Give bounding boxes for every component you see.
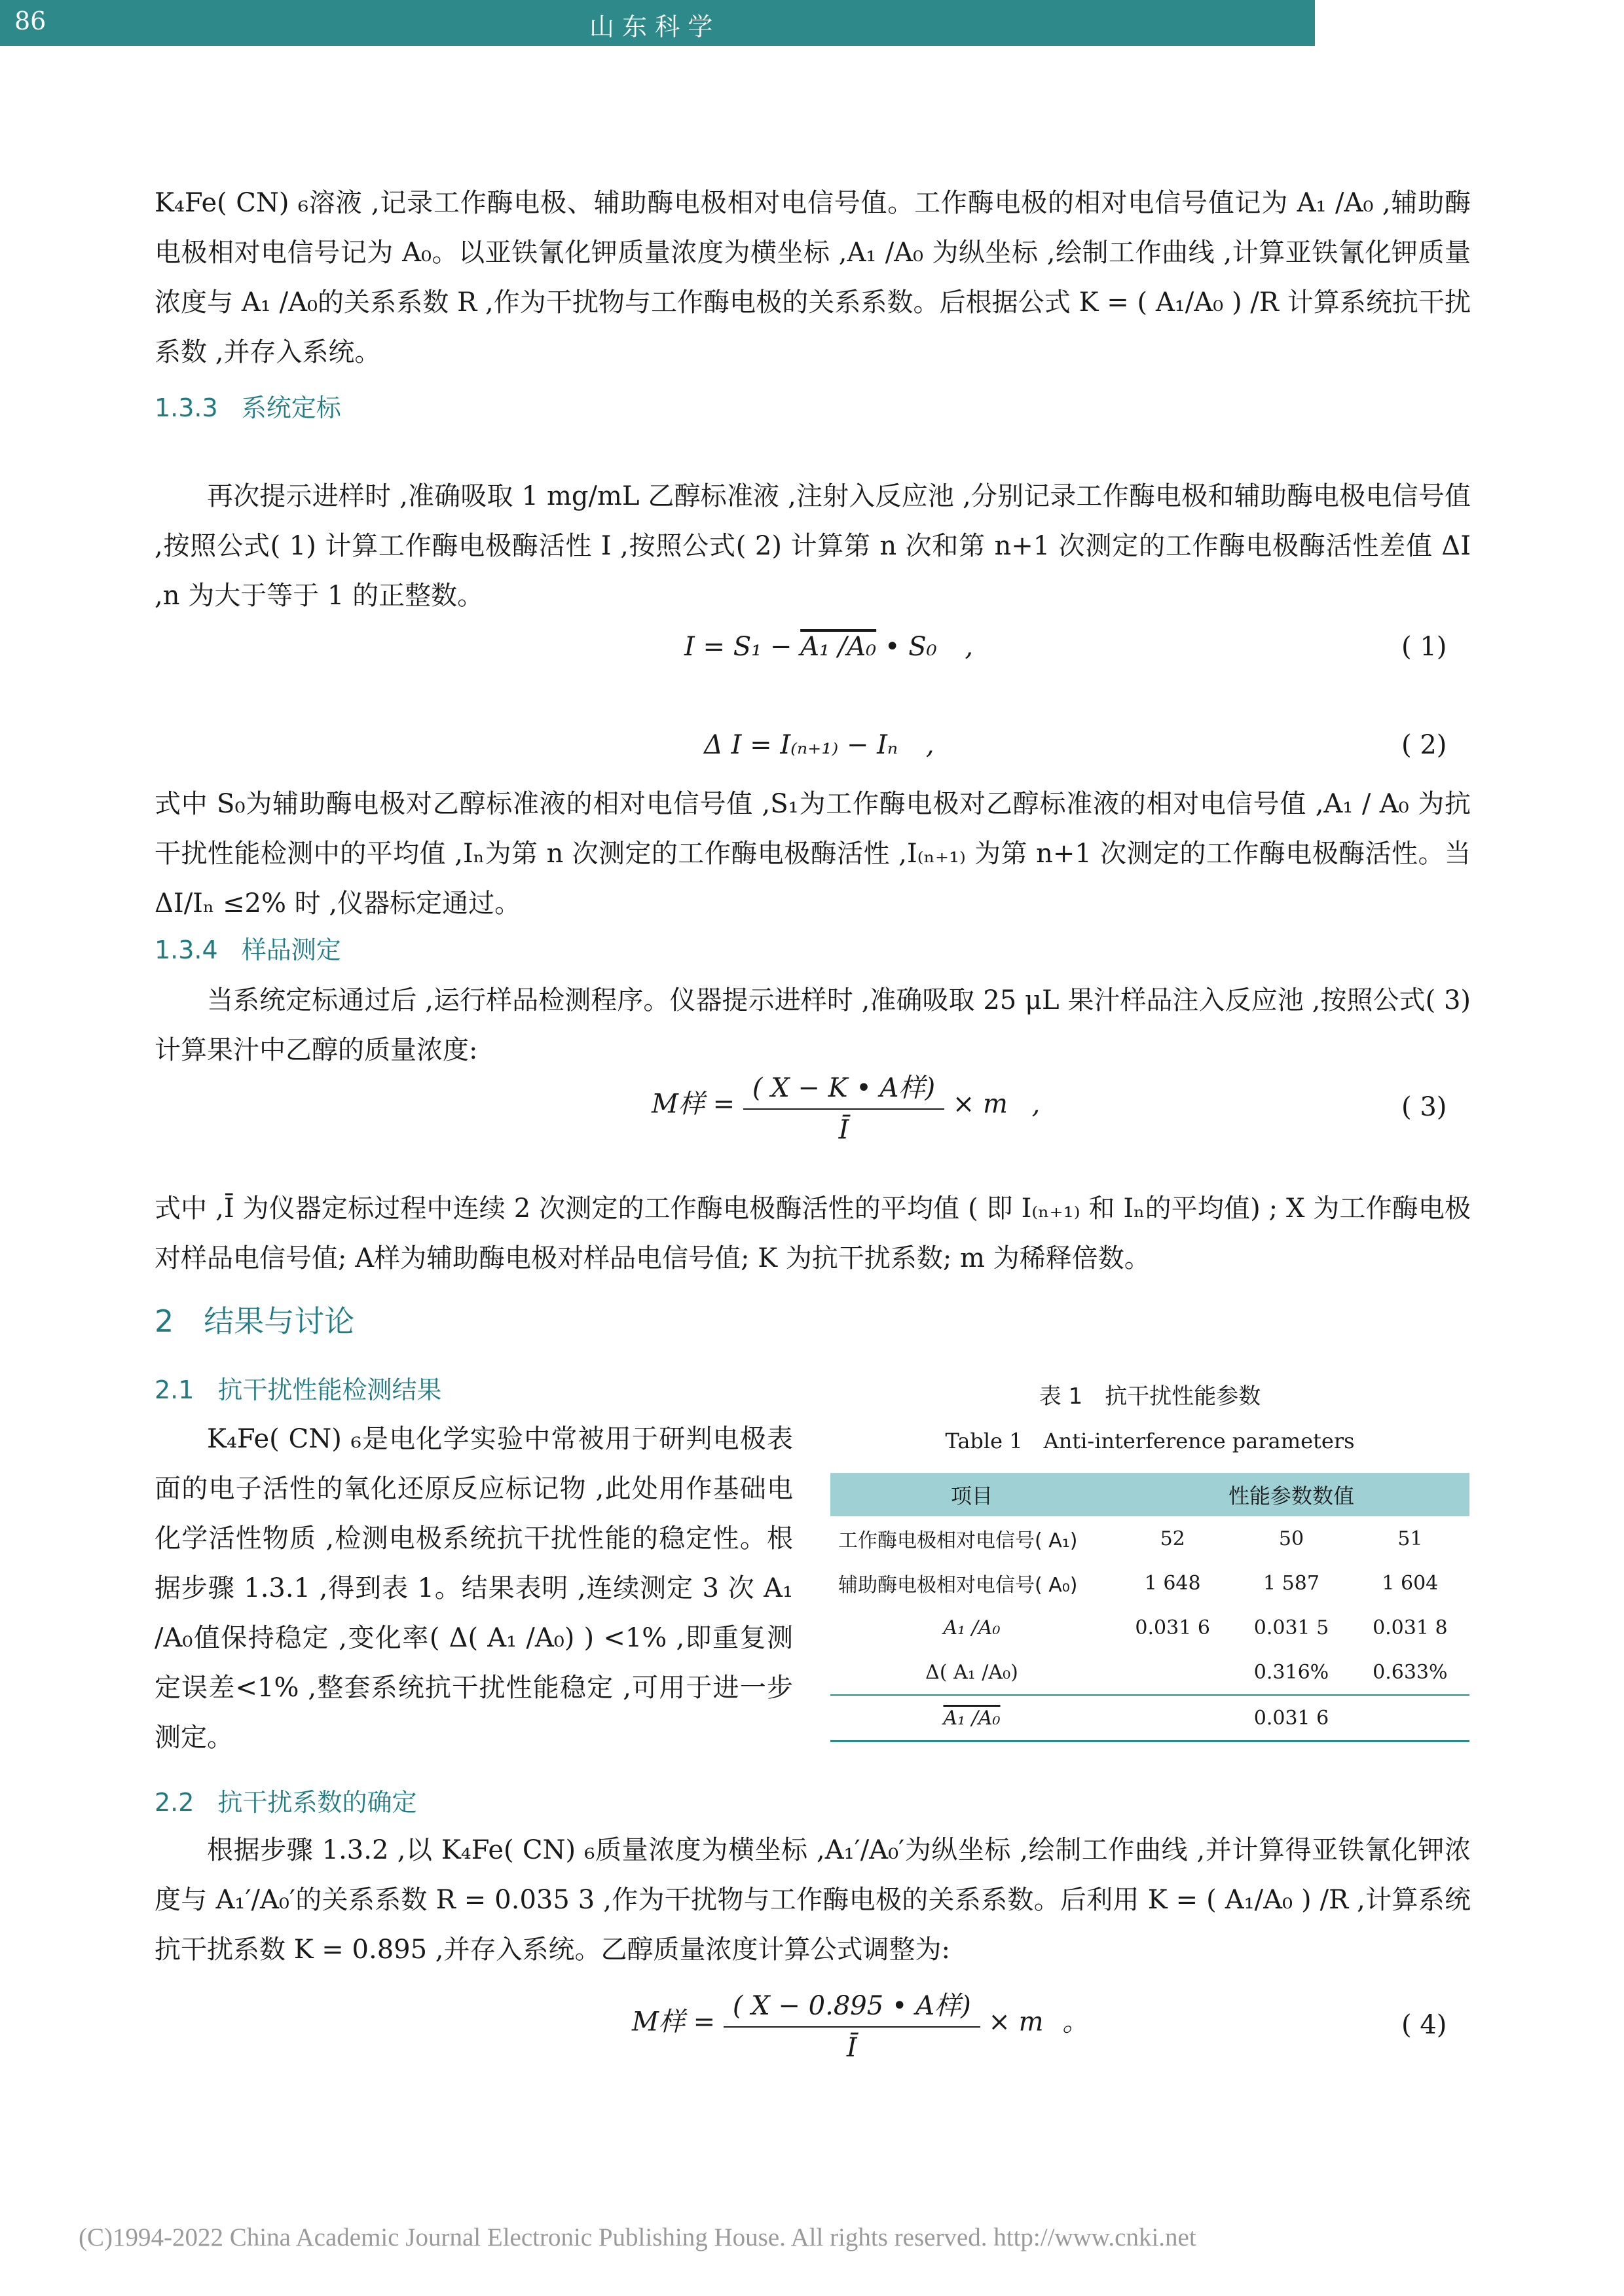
eq2-body: Δ I = I₍ₙ₊₁₎ − Iₙ bbox=[704, 730, 898, 760]
paragraph-anti-interference: K₄Fe( CN) ₆是电化学实验中常被用于研判电极表面的电子活性的氧化还原反应标记物 ,此处用作基础电化学活性物质 ,检测电极系统抗干扰性能的稳定性。根据步骤 1.3.1 ,得到表 1。结果表明 ,连续测定 3 次 A₁ /A₀值保持稳定 ,变化率( Δ( A₁ /A₀) ) <1% ,即重复测定误差<1% ,整套系统抗干扰性能稳定 ,可用于进一步测定。 bbox=[155, 1424, 793, 1753]
eq1-average: A₁ /A₀ bbox=[800, 632, 877, 662]
table-caption-cn: 表 1 抗干扰性能参数 bbox=[1039, 1383, 1261, 1410]
table-row bbox=[830, 1605, 1469, 1650]
running-header bbox=[0, 0, 1610, 46]
eq1-tail: , bbox=[965, 632, 974, 662]
row-label: Δ( A₁ /A₀) bbox=[925, 1660, 1018, 1684]
section-title: 样品测定 bbox=[241, 936, 341, 964]
header-values: 性能参数数值 bbox=[1113, 1473, 1469, 1516]
equation-4-number: ( 4) bbox=[1401, 2010, 1447, 2040]
eq3-lhs: M样 = bbox=[652, 1089, 735, 1120]
paragraph-definitions-2: 式中 ,Ī 为仪器定标过程中连续 2 次测定的工作酶电极酶活性的平均值 ( 即 I₍ₙ₊₁₎ 和 Iₙ的平均值) ; X 为工作酶电极对样品电信号值; A样为辅助酶电极对样品电信号值; K 为抗干扰系数; m 为稀释倍数。 bbox=[155, 1194, 1471, 1273]
cell: 0.031 5 bbox=[1253, 1616, 1329, 1639]
row-label: 辅助酶电极相对电信号( A₀) bbox=[838, 1574, 1078, 1597]
paragraph-calibration: 再次提示进样时 ,准确吸取 1 mg/mL 乙醇标准液 ,注射入反应池 ,分别记录工作酶电极和辅助酶电极电信号值 ,按照公式( 1) 计算工作酶电极酶活性 I ,按照公式( 2) 计算第 n 次和第 n+1 次测定的工作酶电极酶活性差值 ΔI ,n 为大于等于 1 的正整数。 bbox=[155, 481, 1471, 611]
equation-3-number: ( 3) bbox=[1401, 1092, 1447, 1122]
cell bbox=[1113, 1695, 1232, 1741]
table-row bbox=[830, 1561, 1469, 1605]
equation-1 bbox=[684, 632, 973, 662]
table-row bbox=[830, 1516, 1469, 1561]
eq3-rhs: × m bbox=[952, 1089, 1008, 1120]
eq3-tail: , bbox=[1031, 1089, 1041, 1120]
eq3-numerator: ( X − K • A样) bbox=[743, 1067, 944, 1110]
eq4-denominator: Ī bbox=[846, 2033, 857, 2063]
table-caption-en: Table 1 Anti-interference parameters bbox=[945, 1429, 1355, 1453]
section-title: 结果与讨论 bbox=[204, 1303, 355, 1339]
section-heading-1-3-3 bbox=[155, 388, 341, 424]
equation-2 bbox=[704, 730, 934, 760]
eq4-lhs: M样 = bbox=[632, 2007, 716, 2037]
cell bbox=[1113, 1650, 1232, 1695]
eq4-fraction bbox=[724, 1985, 980, 2063]
cell: 51 bbox=[1397, 1527, 1423, 1550]
cell: 0.031 6 bbox=[1232, 1695, 1350, 1741]
eq3-fraction bbox=[743, 1067, 944, 1145]
section-heading-2 bbox=[155, 1298, 354, 1341]
row-label: 工作酶电极相对电信号( A₁) bbox=[838, 1529, 1078, 1552]
page-number: 86 bbox=[14, 7, 46, 35]
paragraph-sample-test: 当系统定标通过后 ,运行样品检测程序。仪器提示进样时 ,准确吸取 25 μL 果汁样品注入反应池 ,按照公式( 3) 计算果汁中乙醇的质量浓度: bbox=[155, 985, 1471, 1065]
journal-name: 山 东 科 学 bbox=[589, 12, 713, 41]
paragraph-coefficient: 根据步骤 1.3.2 ,以 K₄Fe( CN) ₆质量浓度为横坐标 ,A₁′/A₀′为纵坐标 ,绘制工作曲线 ,并计算得亚铁氰化钾浓度与 A₁′/A₀′的关系系数 R = 0.035 3 ,作为干扰物与工作酶电极的关系系数。后利用 K = ( A₁/A₀ ) /R ,计算系统抗干扰系数 K = 0.895 ,并存入系统。乙醇质量浓度计算公式调整为: bbox=[155, 1835, 1471, 1965]
section-number: 2 bbox=[155, 1303, 174, 1339]
eq4-tail: 。 bbox=[1062, 2007, 1089, 2037]
section-heading-2-2 bbox=[155, 1782, 416, 1818]
eq1-rhs: • S₀ bbox=[876, 632, 937, 662]
paragraph-continuation: K₄Fe( CN) ₆溶液 ,记录工作酶电极、辅助酶电极相对电信号值。工作酶电极的相对电信号值记为 A₁ /A₀ ,辅助酶电极相对电信号记为 A₀。以亚铁氰化钾质量浓度为横坐标 ,A₁ /A₀ 为纵坐标 ,绘制工作曲线 ,计算亚铁氰化钾质量浓度与 A₁ /A₀的关系系数 R ,作为干扰物与工作酶电极的关系系数。后根据公式 K = ( A₁/A₀ ) /R 计算系统抗干扰系数 ,并存入系统。 bbox=[155, 188, 1471, 367]
cell: 50 bbox=[1278, 1527, 1304, 1550]
row-label: A₁ /A₀ bbox=[943, 1616, 1001, 1639]
table-row bbox=[830, 1650, 1469, 1695]
cell: 1 604 bbox=[1382, 1571, 1439, 1595]
section-title: 抗干扰性能检测结果 bbox=[217, 1376, 442, 1404]
anti-interference-table bbox=[830, 1473, 1469, 1742]
section-title: 系统定标 bbox=[241, 393, 341, 422]
cell: 0.316% bbox=[1253, 1660, 1329, 1684]
header-item: 项目 bbox=[830, 1473, 1113, 1516]
cell: 1 648 bbox=[1144, 1571, 1201, 1595]
cell: 0.031 8 bbox=[1373, 1616, 1448, 1639]
copyright-footer: (C)1994-2022 China Academic Journal Electronic Publishing House. All rights reserved. http://www.cnki.net bbox=[79, 2223, 1196, 2251]
eq4-numerator: ( X − 0.895 • A样) bbox=[724, 1985, 980, 2028]
table-row bbox=[830, 1695, 1469, 1741]
eq1-lhs: I = S₁ − bbox=[684, 632, 801, 662]
eq4-rhs: × m bbox=[988, 2007, 1044, 2037]
section-title: 抗干扰系数的确定 bbox=[217, 1788, 417, 1817]
eq3-denominator: Ī bbox=[838, 1115, 849, 1145]
paragraph-definitions-1: 式中 S₀为辅助酶电极对乙醇标准液的相对电信号值 ,S₁为工作酶电极对乙醇标准液的相对电信号值 ,A₁ / A₀ 为抗干扰性能检测中的平均值 ,Iₙ为第 n 次测定的工作酶电极酶活性 ,I₍ₙ₊₁₎ 为第 n+1 次测定的工作酶电极酶活性。当 ΔI/Iₙ ≤2% 时 ,仪器标定通过。 bbox=[155, 789, 1471, 919]
section-heading-2-1 bbox=[155, 1370, 441, 1406]
table-1 bbox=[830, 1378, 1469, 1742]
equation-2-number: ( 2) bbox=[1401, 730, 1447, 760]
cell: 0.031 6 bbox=[1135, 1616, 1210, 1639]
issue-year: 2022 年 bbox=[1513, 12, 1610, 41]
cell: 52 bbox=[1160, 1527, 1185, 1550]
equation-4 bbox=[632, 1985, 1088, 2063]
equation-3 bbox=[652, 1067, 1040, 1145]
cell: 1 587 bbox=[1263, 1571, 1320, 1595]
section-heading-1-3-4 bbox=[155, 930, 341, 966]
row-label: A₁ /A₀ bbox=[830, 1695, 1113, 1741]
cell bbox=[1351, 1695, 1469, 1741]
section-number: 1.3.4 bbox=[155, 936, 218, 964]
equation-1-number: ( 1) bbox=[1401, 632, 1447, 662]
section-number: 1.3.3 bbox=[155, 393, 218, 422]
section-number: 2.1 bbox=[155, 1376, 194, 1404]
eq2-tail: , bbox=[925, 730, 934, 760]
table-header-row bbox=[830, 1473, 1469, 1516]
section-number: 2.2 bbox=[155, 1788, 194, 1817]
cell: 0.633% bbox=[1373, 1660, 1448, 1684]
